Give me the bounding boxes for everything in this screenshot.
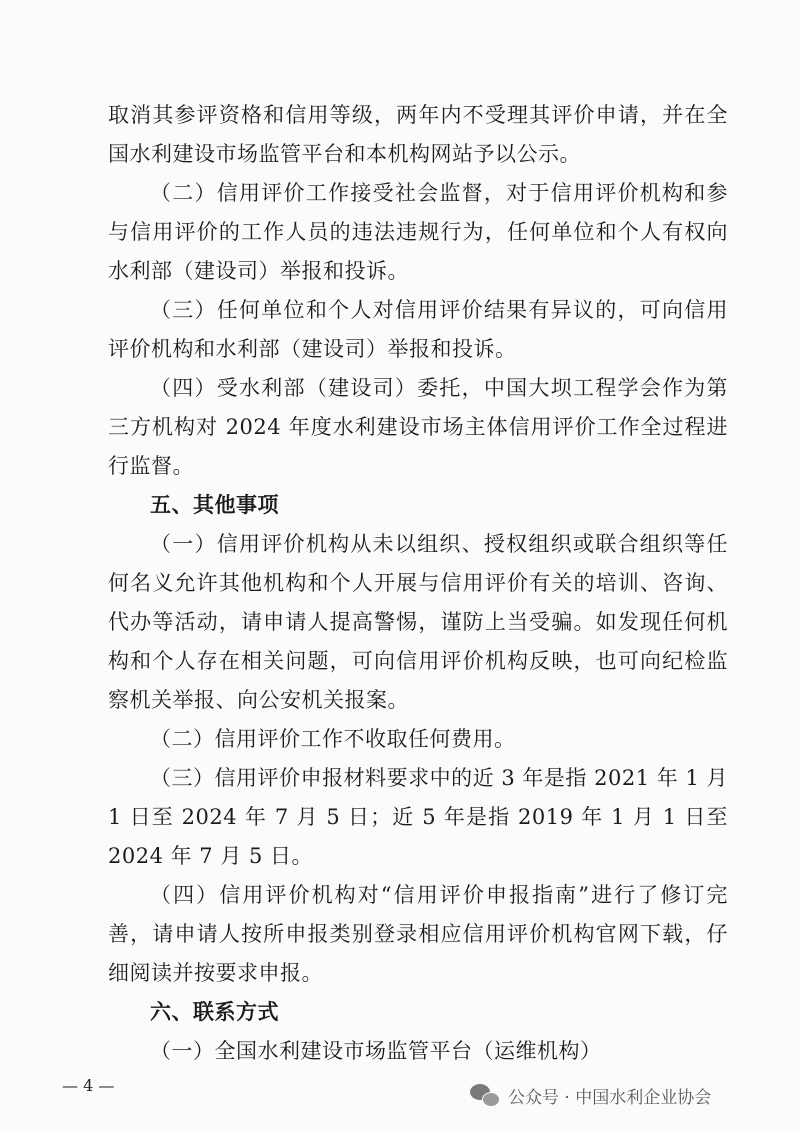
paragraph-11: （一）全国水利建设市场监管平台（运维机构） — [150, 1039, 602, 1063]
wechat-icon — [470, 1082, 500, 1108]
wechat-watermark — [470, 1082, 711, 1108]
section-heading-6: 六、联系方式 — [150, 1000, 279, 1024]
paragraph-8: （三）信用评价申报材料要求中的近 3 年是指 2021 年 1 月 1 日至 2024 年 7 月 5 日；近 5 年是指 2019 年 1 月 1 日至 2024 年 7 月 5 日。 — [108, 766, 728, 868]
page-number: — 4 — — [62, 1076, 115, 1095]
paragraph-2: （二）信用评价工作接受社会监督，对于信用评价机构和参与信用评价的工作人员的违法违规行为，任何单位和个人有权向水利部（建设司）举报和投诉。 — [108, 181, 728, 283]
paragraph-3: （三）任何单位和个人对信用评价结果有异议的，可向信用评价机构和水利部（建设司）举报和投诉。 — [108, 298, 728, 361]
section-heading-5: 五、其他事项 — [150, 493, 279, 517]
document-body — [108, 96, 728, 1071]
watermark-text: 公众号 · 中国水利企业协会 — [508, 1087, 712, 1108]
paragraph-1: 取消其参评资格和信用等级，两年内不受理其评价申请，并在全国水利建设市场监管平台和本机构网站予以公示。 — [108, 103, 728, 166]
paragraph-6: （一）信用评价机构从未以组织、授权组织或联合组织等任何名义允许其他机构和个人开展与信用评价有关的培训、咨询、代办等活动，请申请人提高警惕，谨防上当受骗。如发现任何机构和个人存在相关问题，可向信用评价机构反映，也可向纪检监察机关举报、向公安机关报案。 — [108, 532, 728, 712]
paragraph-4: （四）受水利部（建设司）委托，中国大坝工程学会作为第三方机构对 2024 年度水利建设市场主体信用评价工作全过程进行监督。 — [108, 376, 728, 478]
paragraph-7: （二）信用评价工作不收取任何费用。 — [150, 727, 516, 751]
paragraph-9: （四）信用评价机构对“信用评价申报指南”进行了修订完善，请申请人按所申报类别登录相应信用评价机构官网下载，仔细阅读并按要求申报。 — [108, 883, 728, 985]
